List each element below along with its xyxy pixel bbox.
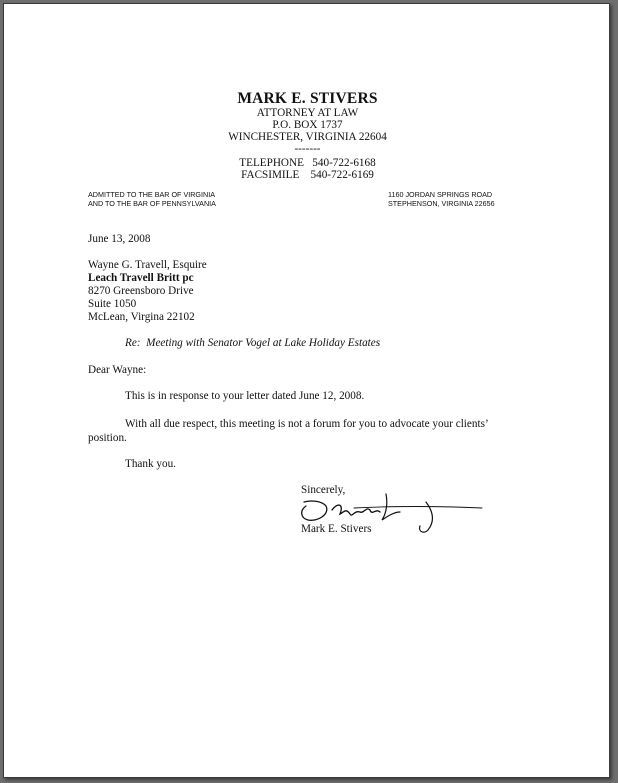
- paragraph-2-line-1: With all due respect, this meeting is not a forum for you to advocate your clients’: [125, 418, 489, 430]
- letterhead-po-box: P.O. BOX 1737: [272, 119, 343, 131]
- thanks-line: Thank you.: [125, 458, 176, 470]
- recipient-street: 8270 Greensboro Drive: [88, 285, 194, 297]
- salutation: Dear Wayne:: [88, 364, 147, 376]
- office-address-line2: STEPHENSON, VIRGINIA 22656: [388, 199, 495, 208]
- letter-date: June 13, 2008: [88, 233, 151, 245]
- signature-name: Mark E. Stivers: [301, 523, 372, 535]
- recipient-name: Wayne G. Travell, Esquire: [88, 259, 207, 271]
- letterhead-facsimile: FACSIMILE 540-722-6169: [241, 169, 374, 181]
- letterhead-title: ATTORNEY AT LAW: [256, 107, 359, 119]
- letterhead-city: WINCHESTER, VIRGINIA 22604: [228, 131, 387, 143]
- recipient-city: McLean, Virgina 22102: [88, 311, 195, 323]
- bar-admission-line1: ADMITTED TO THE BAR OF VIRGINIA: [88, 190, 215, 199]
- letter-page: [3, 3, 610, 778]
- recipient-firm: Leach Travell Britt pc: [88, 272, 194, 284]
- closing: Sincerely,: [301, 484, 346, 496]
- bar-admission-line2: AND TO THE BAR OF PENNSYLVANIA: [88, 199, 216, 208]
- recipient-suite: Suite 1050: [88, 298, 137, 310]
- letterhead-telephone: TELEPHONE 540-722-6168: [239, 157, 376, 169]
- paragraph-2-line-2: position.: [88, 432, 127, 444]
- letterhead-divider: -------: [294, 143, 321, 155]
- letterhead-name: MARK E. STIVERS: [237, 90, 378, 107]
- office-address-line1: 1160 JORDAN SPRINGS ROAD: [388, 190, 493, 199]
- paragraph-1: This is in response to your letter dated June 12, 2008.: [125, 390, 365, 402]
- re-line: Re: Meeting with Senator Vogel at Lake Holiday Estates: [125, 337, 381, 349]
